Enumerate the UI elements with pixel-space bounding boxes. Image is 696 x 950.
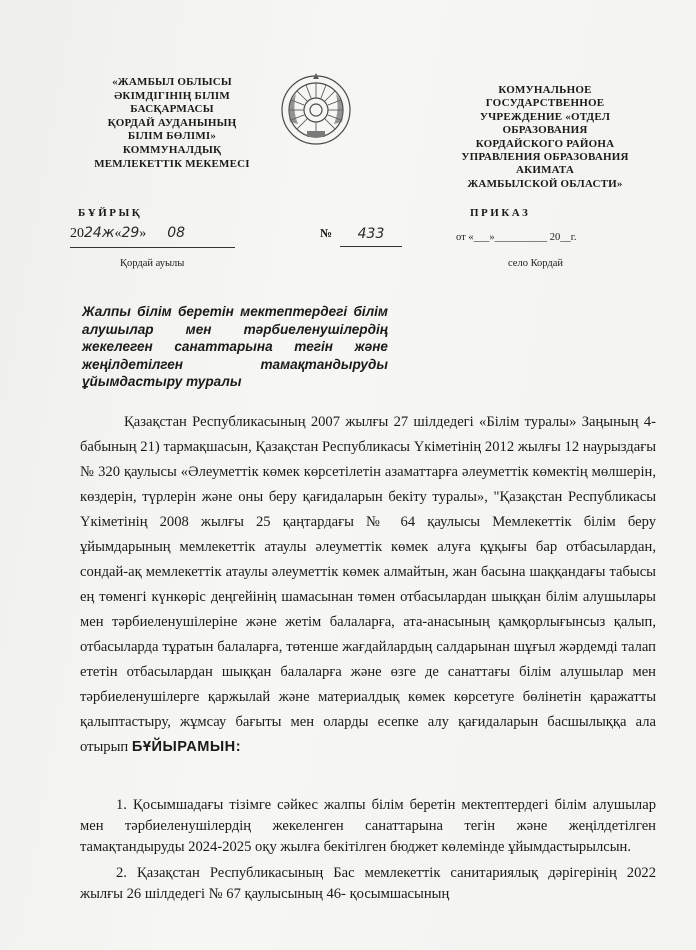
header-right-line: КОМУНАЛЬНОЕ xyxy=(498,84,592,96)
header-right-line: КОРДАЙСКОГО РАЙОНА xyxy=(475,137,615,150)
date-quote: » xyxy=(139,226,147,241)
header-right-line: УПРАВЛЕНИЯ ОБРАЗОВАНИЯ xyxy=(461,151,629,164)
header-right-line: АКИМАТА xyxy=(516,164,574,177)
date-field-left xyxy=(70,225,235,248)
header-right-line: ГОСУДАРСТВЕННОЕ xyxy=(485,97,605,110)
header-left-line: ӘКІМДІГІНІҢ БІЛІМ xyxy=(114,89,230,102)
header-left-line: ҚОРДАЙ АУДАНЫНЫҢ xyxy=(107,116,237,129)
header-right-line: УЧРЕЖДЕНИЕ «ОТДЕЛ xyxy=(479,110,611,123)
header-right-line: ЖАМБЫЛСКОЙ ОБЛАСТИ» xyxy=(467,177,623,190)
state-emblem-icon xyxy=(276,70,356,150)
order-number-label: № xyxy=(320,226,333,240)
order-item-2: 2. Қазақстан Республикасының Бас мемлекеттік санитариялық дәрігерінің 2022 жылғы 26 шілдедегі № 67 қаулысының 46- қосымшасының xyxy=(80,865,656,902)
header-right-ru xyxy=(440,84,650,191)
date-field-right: от «___»__________ 20__г. xyxy=(456,232,577,243)
header-left-line: МЕМЛЕКЕТТІК МЕКЕМЕСІ xyxy=(94,157,250,170)
doc-type-ru: ПРИКАЗ xyxy=(470,207,531,219)
doc-type-kz: БҰЙРЫҚ xyxy=(78,207,143,219)
header-left-line: КОММУНАЛДЫҚ xyxy=(122,143,222,156)
header-left-line: БАСҚАРМАСЫ xyxy=(130,103,214,116)
order-items xyxy=(80,795,656,910)
place-kz: Қордай ауылы xyxy=(120,258,185,269)
order-item-1: 1. Қосымшадағы тізімге сәйкес жалпы білім беретін мектептердегі білім алушылар мен тәрбиеленушілердің жекеленген санаттарына тегін және жеңілдетілген тамақтандыруды 2024-2025 оқу жылға бекітілген бюджет көлемінде ұйымдастырылсын. xyxy=(80,797,656,855)
date-month-handwritten: 08 xyxy=(167,225,186,241)
header-right-line: ОБРАЗОВАНИЯ xyxy=(502,124,588,137)
date-year-handwritten: 24ж xyxy=(84,225,115,241)
header-left-line: «ЖАМБЫЛ ОБЛЫСЫ xyxy=(112,76,232,88)
date-quote: « xyxy=(114,226,122,241)
header-left-line: БІЛІМ БӨЛІМІ» xyxy=(127,130,217,143)
order-number-value: 433 xyxy=(340,226,402,247)
preamble-text: Қазақстан Республикасының 2007 жылғы 27 шілдедегі «Білім туралы» Заңының 4-бабының 21) тармақшасын, Қазақстан Республикасы Үкіметінің 2012 жылғы 12 наурыздағы № 320 қаулысы «Әлеуметтік көмек көрсетілетін азаматтарға әлеуметтік көмектің мөлшерін, көздерін, түрлерін және оны беру қағидаларын бекіту туралы», "Қазақстан Республикасы Үкіметінің 2008 жылғы 25 қаңтардағы № 64 қаулысы Мемлекеттік білім беру ұйымдарының мемлекеттік атаулы әлеуметтік көмек алуға құқығы бар отбасылардан, сондай-ақ мемлекеттік атаулы әлеуметтік көмек алмайтын, жан басына шаққандағы табысы ең төменгі күнкөріс деңгейінің шамасынан төмен отбасылардан шыққан білім алушылары мен тәрбиеленушілеріне және жетім балаларға, ата-анасының қамқорлығынсыз қалып, отбасыларда тұратын балаларға, төтенше жағдайлардың салдарынан шұғыл жәрдемді талап ететін отбасылардан шыққан балаларға және өзге де санаттағы білім алушылар мен тәрбиеленушілерге қаржылай және материалдық көмек көрсетуге бөлінетін қаражатты қалыптастыру, жұмсау бағыты мен оларды есепке алу қағидаларын басшылыққа ала отырып xyxy=(80,414,656,755)
order-word: БҰЙЫРАМЫН: xyxy=(131,739,242,755)
header-left-kz xyxy=(72,76,272,171)
date-year-prefix: 20 xyxy=(70,226,84,241)
document-subject: Жалпы білім беретін мектептердегі білім алушылар мен тәрбиеленушілердің жекелеген санаттарына тегін және жеңілдетілген тамақтандыруды ұйымдастыру туралы xyxy=(82,304,388,390)
preamble-paragraph xyxy=(80,410,656,760)
date-day-handwritten: 29 xyxy=(121,225,140,241)
place-ru: село Кордай xyxy=(508,258,564,269)
